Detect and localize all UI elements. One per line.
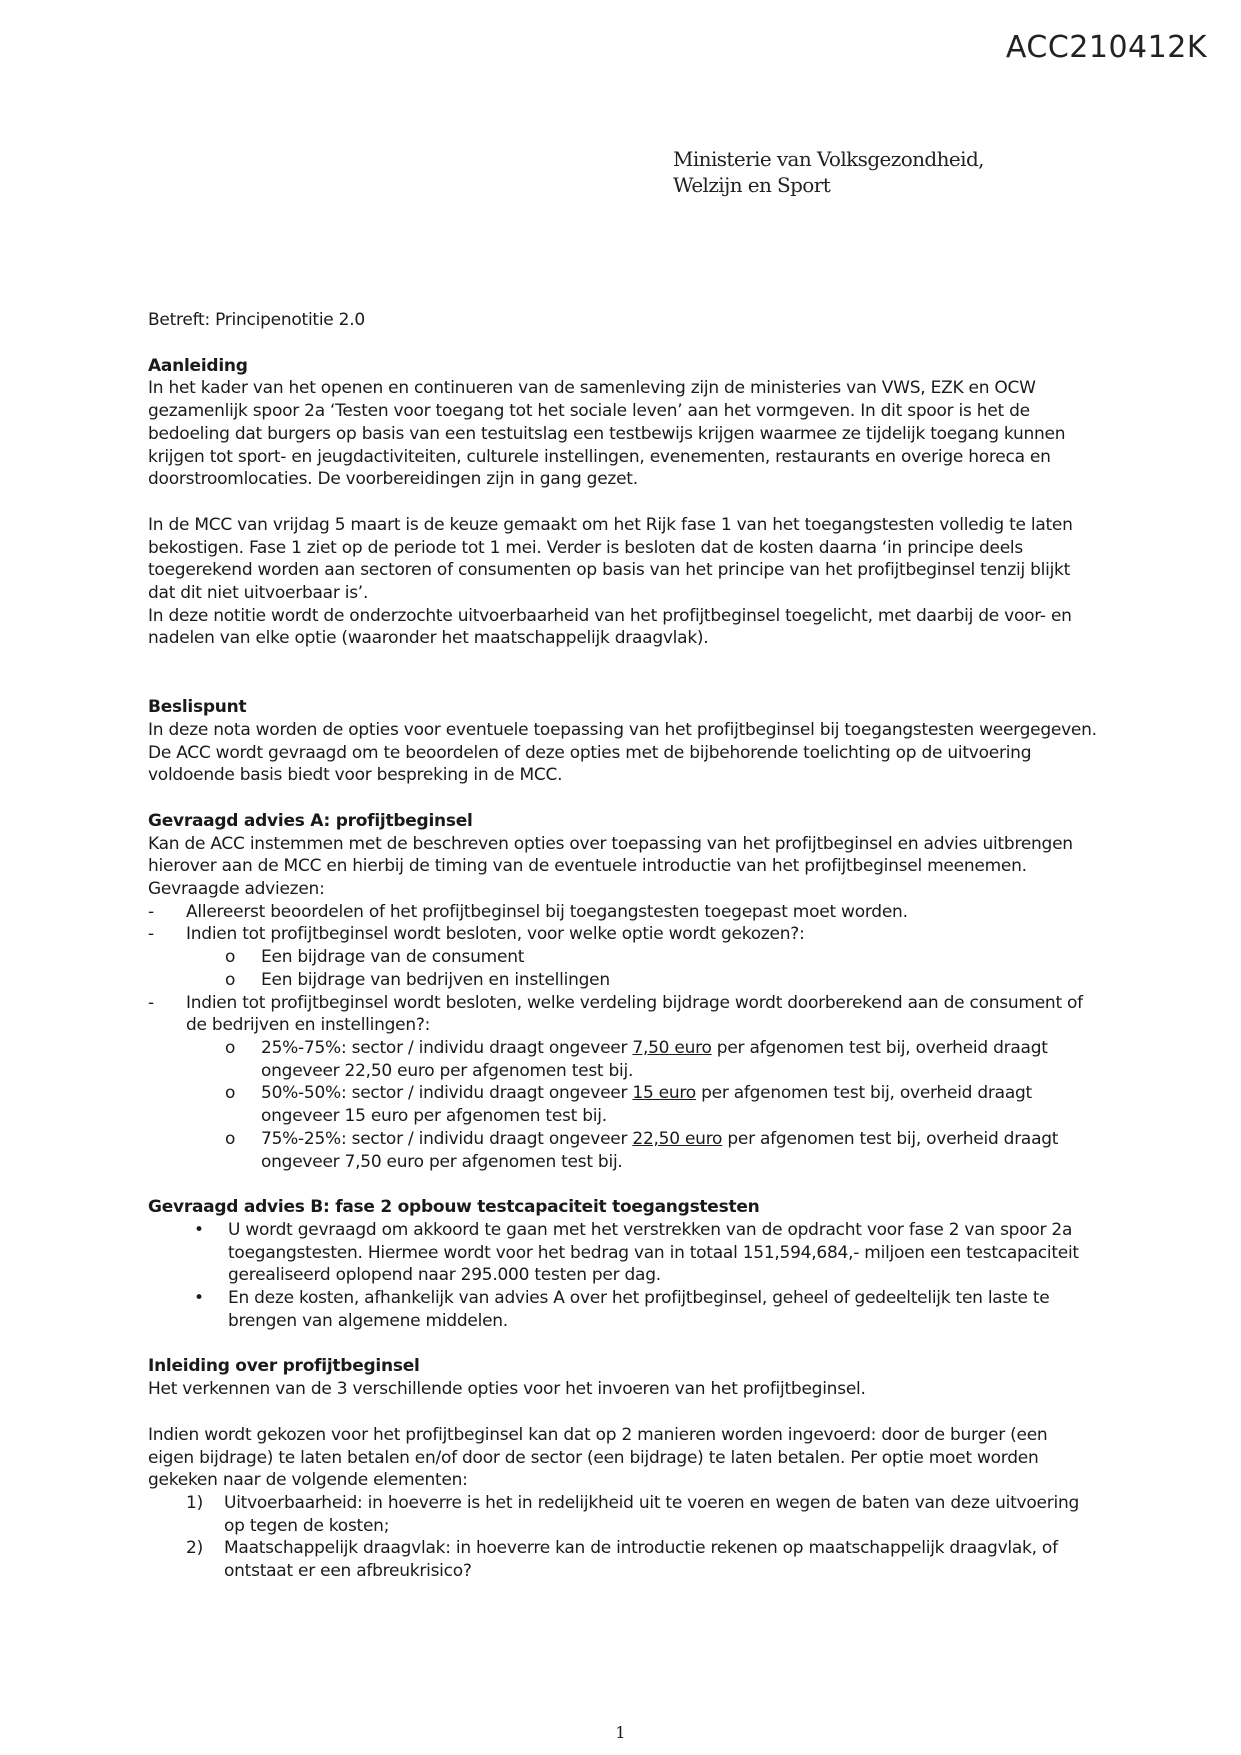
document-code: ACC210412K: [1005, 30, 1207, 65]
sub-list: [148, 946, 1098, 991]
paragraph: In het kader van het openen en continueren van de samenleving zijn de ministeries van VWS, EZK en OCW gezamenlijk spoor 2a ‘Testen voor toegang tot het sociale leven’ aan het vormgeven. In dit spoor is het de bedoeling dat burgers op basis van een testuitslag een testbewijs krijgen waarmee ze tijdelijk toegang kunnen krijgen tot sport- en jeugdactiviteiten, culturele instellingen, evenementen, restaurants en overige horeca en doorstroomlocaties. De voorbereidingen zijn in gang gezet.: [148, 378, 1066, 490]
sub-list-item: o Een bijdrage van bedrijven en instellingen: [148, 969, 1098, 992]
subject-line: Betreft: Principenotitie 2.0: [148, 310, 365, 330]
paragraph: Kan de ACC instemmen met de beschreven opties over toepassing van het profijtbeginsel en advies uitbrengen hierover aan de MCC en hierbij de timing van de eventuele introductie van het profijtbeginsel meenemen.: [148, 833, 1073, 877]
section-heading-aanleiding: Aanleiding: [148, 355, 248, 376]
paragraph: Indien wordt gekozen voor het profijtbeginsel kan dat op 2 manieren worden ingevoerd: door de burger (een eigen bijdrage) te laten betalen en/of door de sector (een bijdrage) te laten betalen. Per optie moet worden gekeken naar de volgende elementen:: [148, 1424, 1048, 1491]
paragraph: Het verkennen van de 3 verschillende opties voor het invoeren van het profijtbeginsel.: [148, 1379, 866, 1400]
document-body: [148, 309, 1098, 1583]
amount: 22,50 euro: [632, 1128, 723, 1149]
section-heading-advies-a: Gevraagd advies A: profijtbeginsel: [148, 810, 473, 831]
list-item: - Allereerst beoordelen of het profijtbeginsel bij toegangstesten toegepast moet worden.: [148, 901, 1098, 924]
list-item: - Indien tot profijtbeginsel wordt besloten, welke verdeling bijdrage wordt doorberekend aan de consument of de bedrijven en instellingen?: o 25%-75%: sector / individu draagt ongeveer 7,50 euro per afgenomen test bij, overheid draagt ongeveer 22,50 euro per afgenomen test bij. o 50%-50%: sector / individu draagt ongeveer 15 euro per afgenomen test bij, overheid draagt ongeveer 15 euro per afgenomen test bij. o 75%-25%: sector / individu draagt ongeveer 22,50 euro per afgenomen test bij, overheid draagt ongeveer 7,50 euro per afgenomen test bij.: [148, 992, 1098, 1174]
paragraph: In deze notitie wordt de onderzochte uitvoerbaarheid van het profijtbeginsel toegelicht, met daarbij de voor- en nadelen van elke optie (waaronder het maatschappelijk draagvlak).: [148, 605, 1072, 649]
sub-list-item: o 50%-50%: sector / individu draagt ongeveer 15 euro per afgenomen test bij, overheid draagt ongeveer 15 euro per afgenomen test bij.: [148, 1082, 1098, 1127]
advice-list: [148, 901, 1098, 1173]
list-item: • En deze kosten, afhankelijk van advies A over het profijtbeginsel, geheel of gedeeltelijk ten laste te brengen van algemene middelen.: [148, 1287, 1098, 1332]
sub-list-item: o 25%-75%: sector / individu draagt ongeveer 7,50 euro per afgenomen test bij, overheid draagt ongeveer 22,50 euro per afgenomen test bij.: [148, 1037, 1098, 1082]
ministry-name-line2: Welzijn en Sport: [673, 173, 831, 197]
section-heading-advies-b: Gevraagd advies B: fase 2 opbouw testcapaciteit toegangstesten: [148, 1197, 760, 1218]
numbered-list: [148, 1492, 1098, 1583]
list-item: 2) Maatschappelijk draagvlak: in hoeverre kan de introductie rekenen op maatschappelijk draagvlak, of ontstaat er een afbreukrisico?: [186, 1538, 1058, 1582]
list-item: - Indien tot profijtbeginsel wordt besloten, voor welke optie wordt gekozen?: o Een bijdrage van de consument o Een bijdrage van bedrijven en instellingen: [148, 923, 1098, 991]
paragraph: In de MCC van vrijdag 5 maart is de keuze gemaakt om het Rijk fase 1 van het toegangstesten volledig te laten bekostigen. Fase 1 ziet op de periode tot 1 mei. Verder is besloten dat de kosten daarna ‘in principe deels toegerekend worden aan sectoren of consumenten op basis van het principe van het profijtbeginsel tenzij blijkt dat dit niet uitvoerbaar is’.: [148, 514, 1073, 604]
section-heading-inleiding: Inleiding over profijtbeginsel: [148, 1356, 420, 1377]
sub-list: [148, 1037, 1098, 1173]
paragraph: Gevraagde adviezen:: [148, 879, 325, 900]
sub-list-item: o Een bijdrage van de consument: [148, 946, 1098, 969]
amount: 7,50 euro: [632, 1037, 712, 1058]
amount: 15 euro: [632, 1083, 696, 1104]
section-heading-beslispunt: Beslispunt: [148, 697, 247, 718]
ministry-name-line1: Ministerie van Volksgezondheid,: [673, 147, 984, 171]
page-number: 1: [615, 1723, 626, 1742]
ministry-logo-text: [673, 146, 984, 198]
paragraph: In deze nota worden de opties voor eventuele toepassing van het profijtbeginsel bij toegangstesten weergegeven. De ACC wordt gevraagd om te beoordelen of deze opties met de bijbehorende toelichting op de uitvoering voldoende basis biedt voor bespreking in de MCC.: [148, 719, 1097, 786]
list-item: 1) Uitvoerbaarheid: in hoeverre is het in redelijkheid uit te voeren en wegen de baten van deze uitvoering op tegen de kosten;: [186, 1492, 1080, 1536]
bullet-list: [148, 1219, 1098, 1333]
list-item: • U wordt gevraagd om akkoord te gaan met het verstrekken van de opdracht voor fase 2 van spoor 2a toegangstesten. Hiermee wordt voor het bedrag van in totaal 151,594,684,- miljoen een testcapaciteit gerealiseerd oplopend naar 295.000 testen per dag.: [148, 1219, 1098, 1287]
sub-list-item: o 75%-25%: sector / individu draagt ongeveer 22,50 euro per afgenomen test bij, overheid draagt ongeveer 7,50 euro per afgenomen test bij.: [148, 1128, 1098, 1173]
